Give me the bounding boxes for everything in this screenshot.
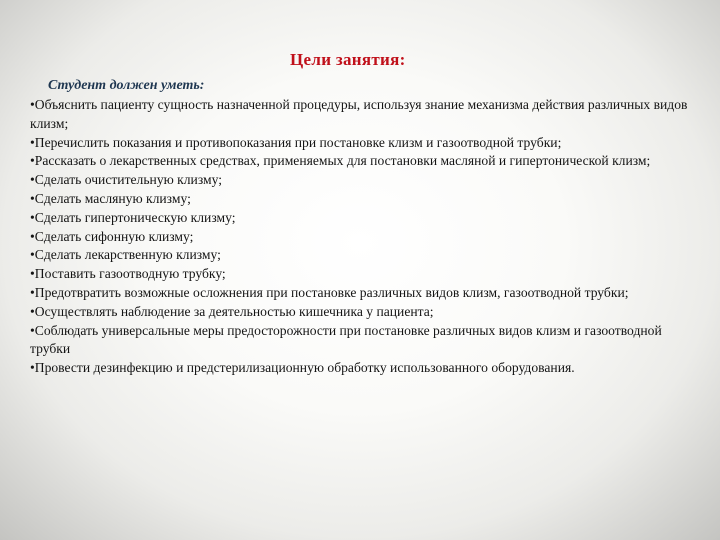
list-item: •Сделать лекарственную клизму; xyxy=(30,247,221,263)
slide-subtitle: Студент должен уметь: xyxy=(48,78,205,93)
slide-title: Цели занятия: xyxy=(290,50,406,69)
list-item: •Сделать сифонную клизму; xyxy=(30,228,194,244)
list-item: •Осуществлять наблюдение за деятельностью кишечника у пациента; xyxy=(30,303,434,319)
list-item: •Объяснить пациенту сущность назначенной процедуры, используя знание механизма действия различных видов клизм; xyxy=(30,97,688,131)
list-item: •Сделать масляную клизму; xyxy=(30,190,191,206)
list-item: •Сделать очистительную клизму; xyxy=(30,172,223,188)
list-item: •Соблюдать универсальные меры предосторожности при постановке различных видов клизм и газоотводной трубки xyxy=(30,322,662,357)
goals-list xyxy=(30,96,692,378)
list-item: •Предотвратить возможные осложнения при постановке различных видов клизм, газоотводной трубки; xyxy=(30,284,629,300)
list-item: •Поставить газоотводную трубку; xyxy=(30,266,226,282)
list-item: •Сделать гипертоническую клизму; xyxy=(30,209,236,225)
list-item: •Провести дезинфекцию и предстерилизационную обработку использованного оборудования. xyxy=(30,360,575,376)
list-item: •Перечислить показания и противопоказания при постановке клизм и газоотводной трубки; xyxy=(30,134,562,150)
list-item: •Рассказать о лекарственных средствах, применяемых для постановки масляной и гипертонической клизм; xyxy=(30,153,651,169)
